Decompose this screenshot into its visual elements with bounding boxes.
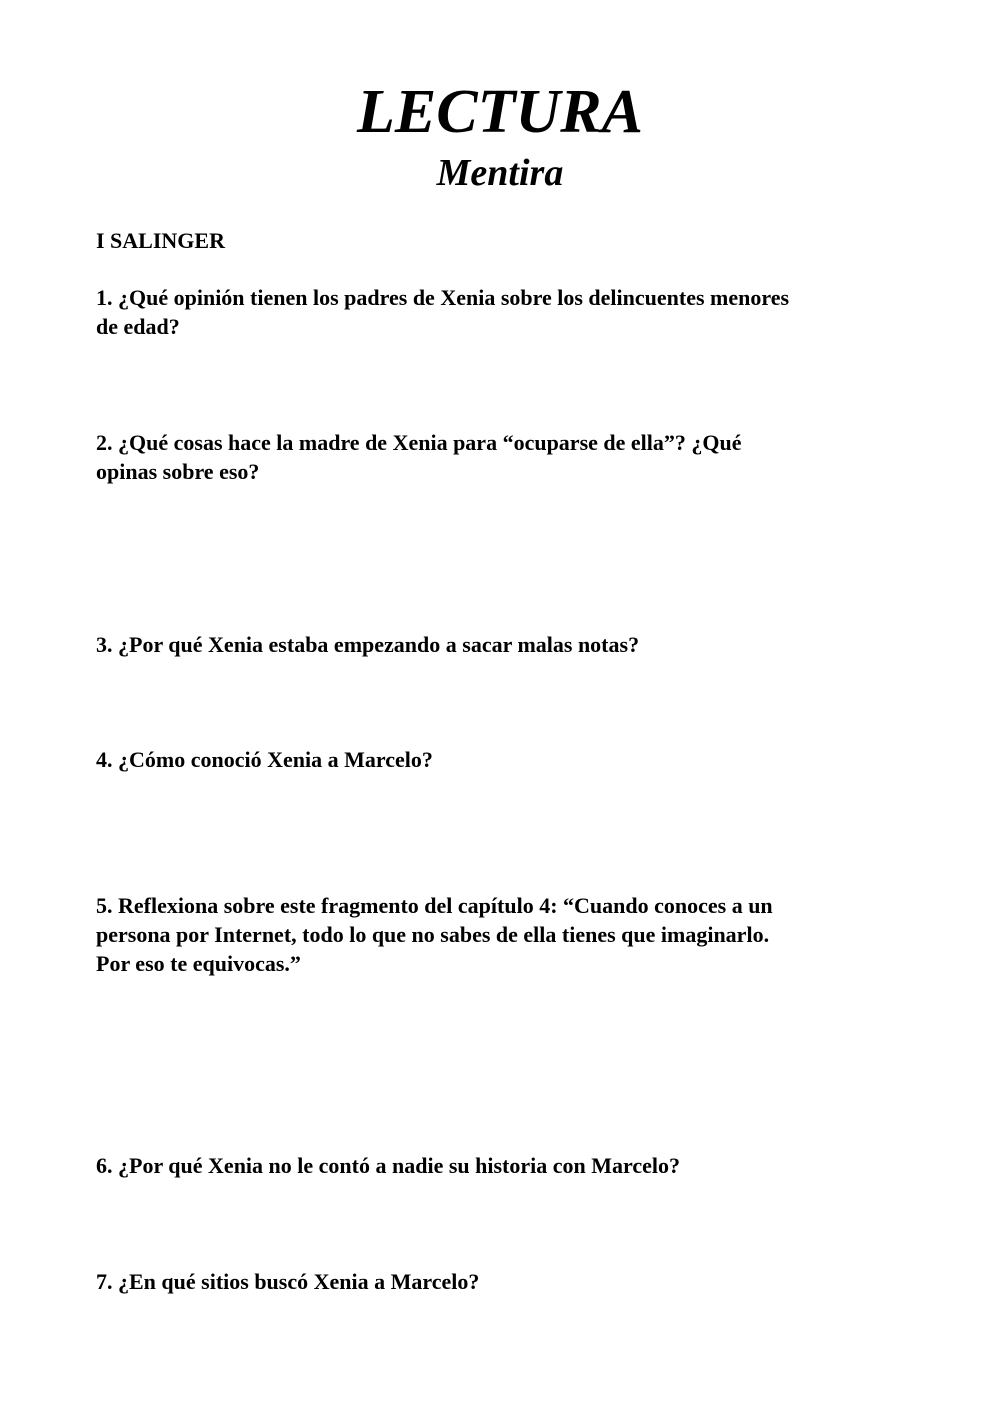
question-line: 3. ¿Por qué Xenia estaba empezando a sacar malas notas? [96, 632, 640, 657]
page-title: LECTURA [357, 78, 643, 146]
question-2 [96, 428, 916, 486]
question-line: de edad? [96, 314, 180, 339]
question-line: 2. ¿Qué cosas hace la madre de Xenia para “ocuparse de ella”? ¿Qué [96, 430, 742, 455]
question-line: 5. Reflexiona sobre este fragmento del capítulo 4: “Cuando conoces a un [96, 893, 773, 918]
question-4 [96, 745, 916, 774]
question-line: 6. ¿Por qué Xenia no le contó a nadie su historia con Marcelo? [96, 1153, 681, 1178]
section-heading: I SALINGER [96, 228, 225, 253]
question-6 [96, 1151, 916, 1180]
question-line: 4. ¿Cómo conoció Xenia a Marcelo? [96, 747, 433, 772]
question-line: opinas sobre eso? [96, 459, 260, 484]
question-line: persona por Internet, todo lo que no sabes de ella tienes que imaginarlo. [96, 922, 770, 947]
question-5 [96, 891, 916, 978]
question-1 [96, 283, 916, 341]
question-line: 1. ¿Qué opinión tienen los padres de Xenia sobre los delincuentes menores [96, 285, 790, 310]
question-7 [96, 1267, 916, 1296]
question-3 [96, 630, 916, 659]
question-line: 7. ¿En qué sitios buscó Xenia a Marcelo? [96, 1269, 480, 1294]
page-subtitle: Mentira [436, 152, 564, 194]
question-line: Por eso te equivocas.” [96, 951, 301, 976]
